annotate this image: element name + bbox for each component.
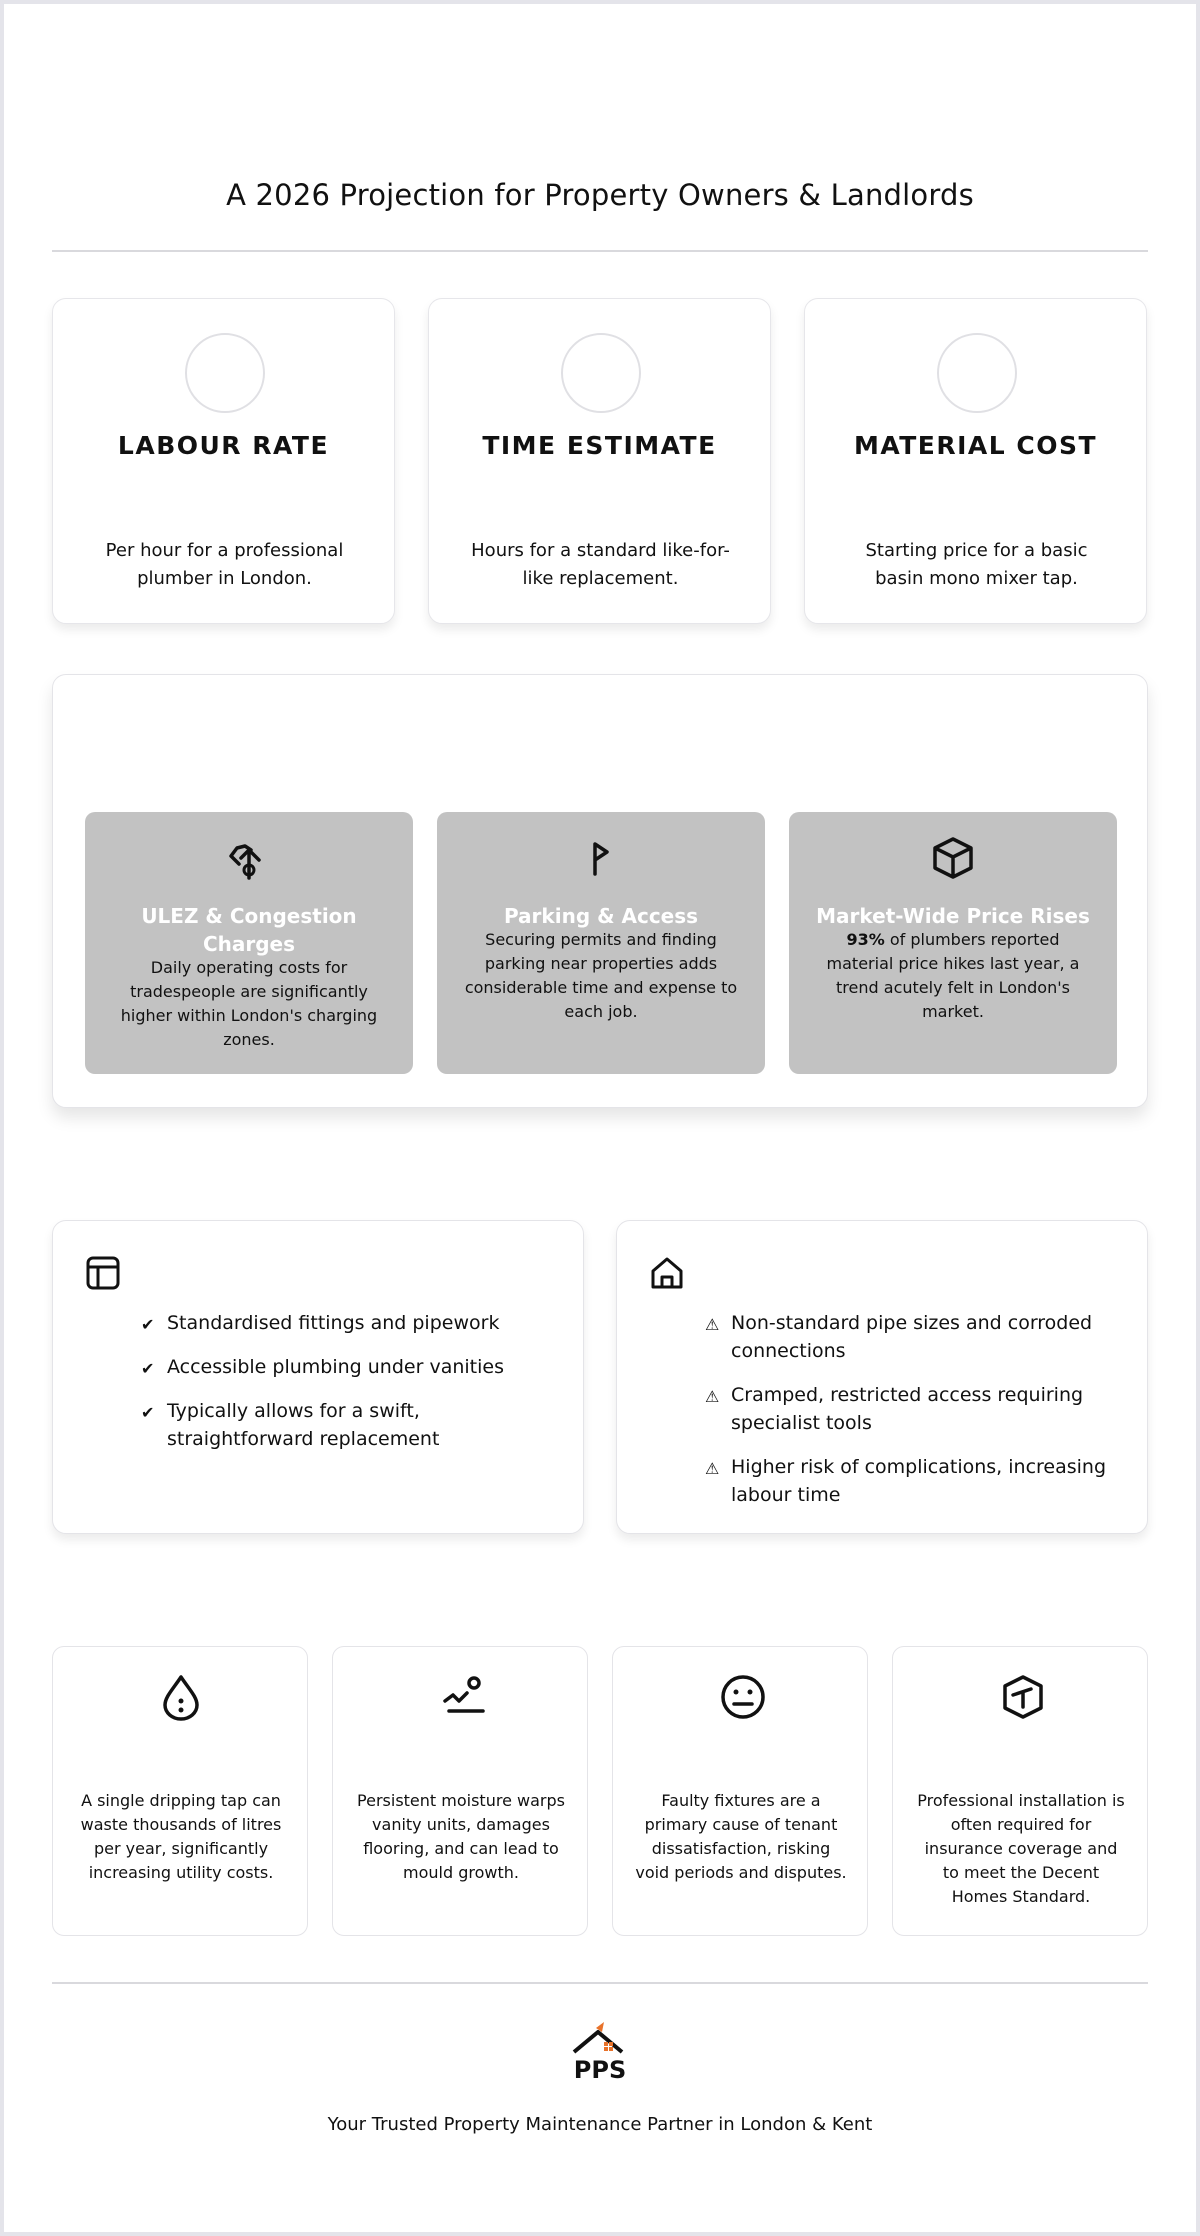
slip-fall-icon [439,1673,487,1721]
modern-property-card [52,1220,584,1534]
flag-icon [577,834,625,882]
risk-description: Professional installation is often required for insurance coverage and to meet the Decent Homes Standard. [917,1791,1125,1906]
warning-icon: ⚠ [705,1387,720,1406]
list-item: ✔ Accessible plumbing under vanities [141,1353,561,1381]
stat-description: Hours for a standard like-for-like replacement. [471,540,730,589]
list-item: ✔ Standardised fittings and pipework [141,1309,561,1337]
stat-description: Per hour for a professional plumber in London. [105,540,344,589]
stat-card-material-cost [804,298,1147,624]
list-item: ⚠ Non-standard pipe sizes and corroded connections [705,1312,1093,1362]
list-item: ⚠ Cramped, restricted access requiring specialist tools [705,1384,1084,1434]
logo-text: PPS [573,2056,627,2084]
stat-title: TIME ESTIMATE [482,431,717,460]
list-item: ✔ Typically allows for a swift, straightforward replacement [141,1400,440,1450]
challenge-description [815,928,1091,1024]
challenge-title: Market-Wide Price Rises [816,904,1090,928]
check-icon: ✔ [141,1315,155,1334]
challenge-card-parking [437,812,765,1074]
neutral-face-icon [719,1673,767,1721]
risk-description: A single dripping tap can waste thousands of litres per year, significantly increasing utility costs. [80,1791,282,1882]
stat-description: Starting price for a basic basin mono mixer tap. [865,540,1088,589]
list-item: ⚠ Higher risk of complications, increasing labour time [705,1456,1107,1506]
house-icon [649,1255,685,1291]
risk-card-water-waste [52,1646,308,1936]
stat-value-circle [561,333,641,413]
page-frame [4,4,1196,2232]
challenge-description: Daily operating costs for tradespeople are significantly higher within London's charging zones. [120,958,378,1049]
cloud-upload-icon [225,834,273,882]
stat-card-time-estimate [428,298,771,624]
layout-icon [85,1255,121,1291]
stat-title: MATERIAL COST [853,431,1098,460]
water-drop-icon [159,1673,203,1721]
check-icon: ✔ [141,1359,155,1378]
risk-description: Persistent moisture warps vanity units, damages flooring, and can lead to mould growth. [357,1791,565,1882]
modern-property-list [141,1309,561,1469]
warning-icon: ⚠ [705,1315,720,1334]
stat-value-circle [185,333,265,413]
period-property-card [616,1220,1148,1534]
check-icon: ✔ [141,1403,155,1422]
risk-description: Faulty fixtures are a primary cause of tenant dissatisfaction, risking void periods and disputes. [635,1791,847,1882]
challenge-title: Parking & Access [503,904,699,928]
footer-divider [52,1982,1148,1984]
box-icon [999,1673,1047,1721]
challenge-description: Securing permits and finding parking near properties adds considerable time and expense to each job. [464,930,738,1021]
cube-icon [929,834,977,882]
highlight-stat: 93% [846,930,885,949]
challenge-description-text: of plumbers reported material price hikes last year, a trend acutely felt in London's market. [826,930,1080,1021]
london-challenges-panel [52,674,1148,1108]
risk-card-moisture [332,1646,588,1936]
page-title: A 2026 Projection for Property Owners & Landlords [226,178,974,212]
challenge-title: ULEZ & Congestion Charges [141,904,357,956]
risk-card-insurance [892,1646,1148,1936]
risk-card-tenant [612,1646,868,1936]
warning-icon: ⚠ [705,1459,720,1478]
footer-tagline: Your Trusted Property Maintenance Partner in London & Kent [327,2114,873,2135]
company-logo [568,2022,632,2084]
title-divider [52,250,1148,252]
challenge-card-price-rises [789,812,1117,1074]
stat-card-labour-rate [52,298,395,624]
stat-value-circle [937,333,1017,413]
stat-title: LABOUR RATE [117,431,330,460]
challenge-card-ulez [85,812,413,1074]
period-property-list [705,1309,1125,1525]
